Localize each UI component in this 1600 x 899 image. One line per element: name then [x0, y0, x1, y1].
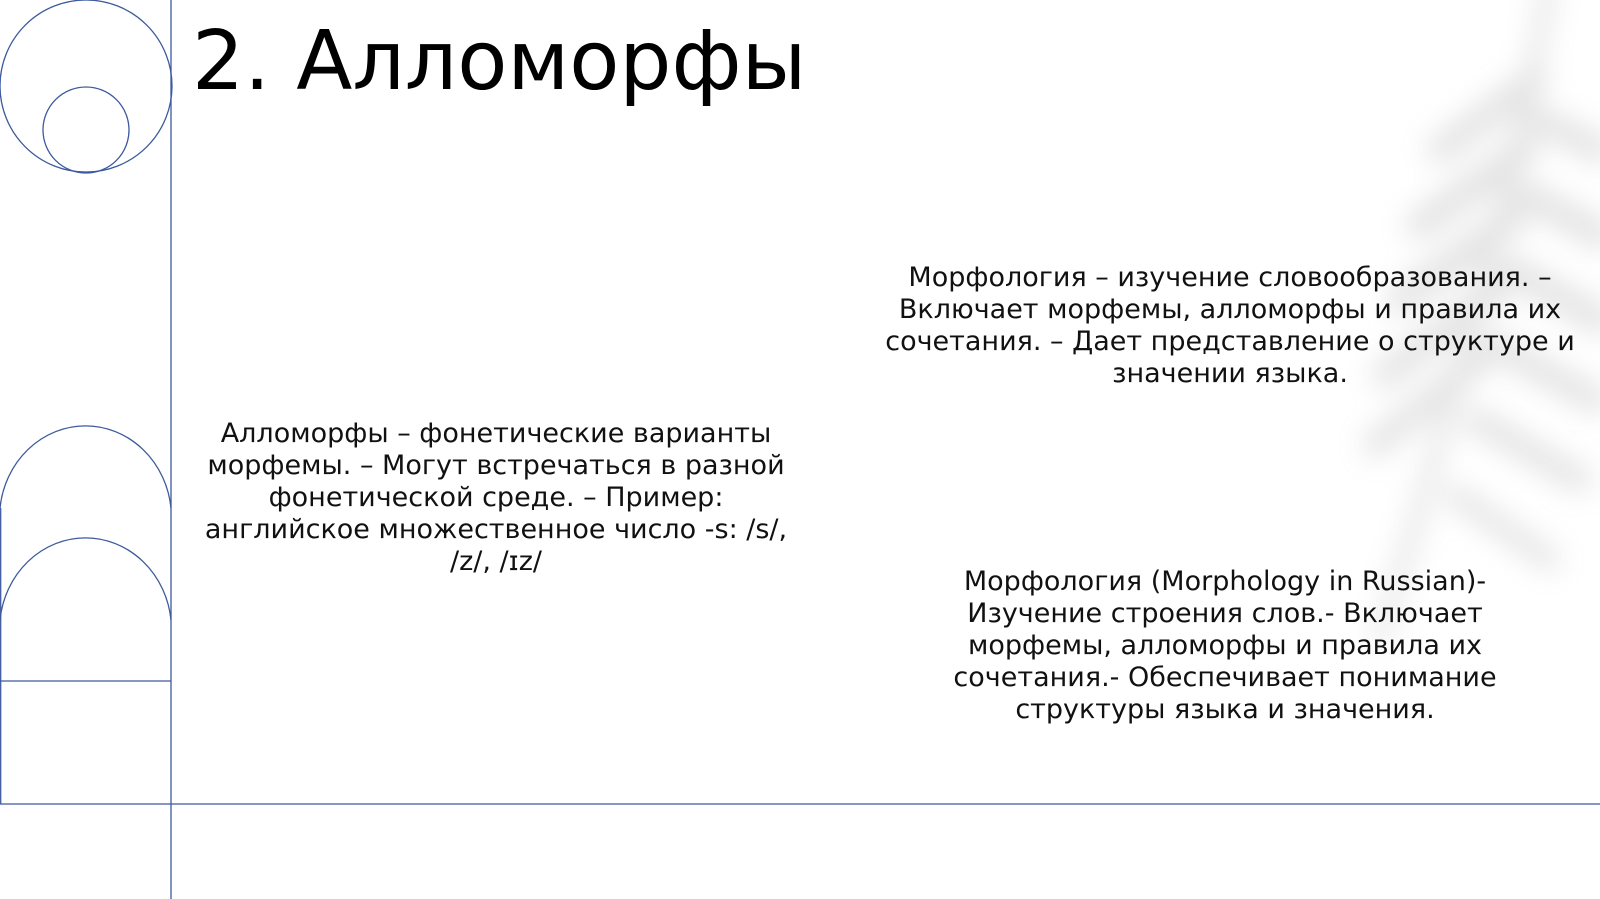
morphology-russian-text-block: Морфология (Morphology in Russian)- Изучение строения слов.- Включает морфемы, алломорфы и правила их сочетания.- Обеспечивает понимание структуры языка и значения. — [953, 566, 1497, 725]
lower-arch-shape — [0, 538, 171, 620]
slide-title: 2. Алломорфы — [192, 14, 807, 109]
upper-arch-shape — [0, 426, 171, 508]
small-circle-shape — [43, 87, 129, 173]
morphology-study-text-block: Морфология – изучение словообразования. – Включает морфемы, алломорфы и правила их сочетания. – Дает представление о структуре и значении языка. — [885, 262, 1575, 389]
allomorphs-text-block: Алломорфы – фонетические варианты морфемы. – Могут встречаться в разной фонетической среде. – Пример: английское множественное число -s: /s/, /z/, /ɪz/ — [204, 418, 788, 577]
large-circle-shape — [0, 0, 172, 172]
